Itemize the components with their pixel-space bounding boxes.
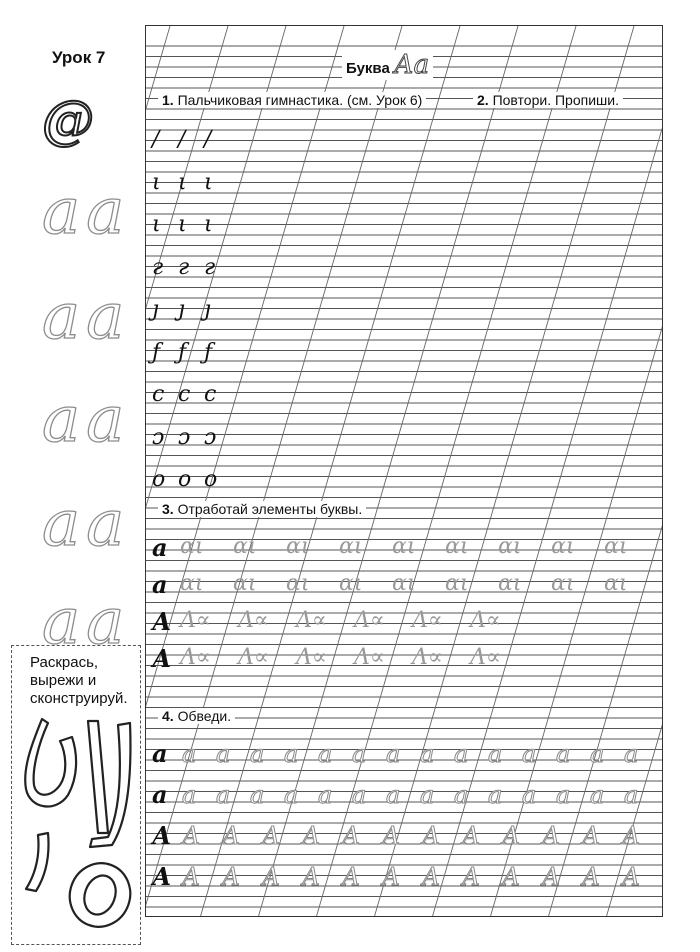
trace-letter: А: [622, 863, 641, 891]
trace-letter: а: [624, 740, 639, 768]
element-pattern: Λ∝: [412, 645, 443, 670]
element-pattern: ɑι: [551, 571, 575, 596]
trace-letter: А: [622, 822, 641, 850]
trace-letter: а: [352, 740, 367, 768]
element-pattern: ɑι: [445, 534, 469, 559]
element-pattern: ɑι: [392, 534, 416, 559]
trace-letter: а: [250, 740, 265, 768]
trace-letter: А: [582, 822, 601, 850]
stroke-glyph: ȷ: [152, 297, 159, 322]
trace-letter: А: [502, 863, 521, 891]
trace-letter: а: [318, 740, 333, 768]
trace-letter: А: [422, 863, 441, 891]
stroke-glyph: г: [178, 254, 190, 280]
trace-letter: А: [222, 863, 241, 891]
element-pattern: ɑι: [604, 571, 628, 596]
element-pattern: ɑι: [233, 534, 257, 559]
trace-letter: а: [488, 740, 503, 768]
trace-letter: А: [542, 822, 561, 850]
trace-letter: А: [262, 863, 281, 891]
element-pattern: ɑι: [233, 571, 257, 596]
element-pattern: Λ∝: [238, 645, 269, 670]
trace-letter: А: [382, 822, 401, 850]
trace-letter: А: [342, 863, 361, 891]
trace-letter: А: [382, 863, 401, 891]
trace-letter: а: [522, 740, 537, 768]
element-pattern: ɑι: [392, 571, 416, 596]
trace-row-lead-letter: А: [152, 821, 172, 850]
trace-letter: а: [556, 781, 571, 809]
trace-letter: а: [488, 781, 503, 809]
element-pattern: ɑι: [498, 534, 522, 559]
side-sample-2: аа: [42, 280, 131, 354]
side-sample-1: аа: [42, 175, 131, 249]
stroke-glyph: ι: [204, 169, 213, 195]
stroke-glyph: ɔ: [178, 424, 191, 450]
trace-letter: а: [216, 740, 231, 768]
element-pattern: ɑι: [180, 534, 204, 559]
stroke-glyph: ƒ: [204, 339, 213, 365]
trace-letter: А: [302, 863, 321, 891]
trace-letter: а: [182, 781, 197, 809]
stroke-glyph: /: [204, 127, 212, 152]
trace-letter: А: [342, 822, 361, 850]
trace-letter: А: [422, 822, 441, 850]
trace-letter: а: [318, 781, 333, 809]
trace-letter: А: [582, 863, 601, 891]
stroke-glyph: ȷ: [178, 297, 185, 322]
trace-letter: а: [454, 740, 469, 768]
stroke-glyph: ƒ: [152, 339, 161, 365]
trace-letter: А: [182, 863, 201, 891]
lesson-number: Урок 7: [52, 48, 106, 67]
cut-out-instructions: Раскрась, вырежи и сконструируй.: [30, 654, 128, 707]
element-pattern: Λ∝: [470, 645, 501, 670]
stroke-glyph: ƒ: [178, 339, 187, 365]
piece-straight-stroke: [88, 721, 108, 833]
side-sample-5: аа: [42, 585, 131, 659]
trace-letter: а: [182, 740, 197, 768]
worksheet-sheet: [145, 25, 663, 917]
trace-letter: а: [624, 781, 639, 809]
element-row-lead-letter: А: [152, 607, 172, 636]
stroke-glyph: c: [152, 382, 165, 407]
piece-tail-stroke: [26, 833, 49, 891]
element-pattern: ɑι: [339, 571, 363, 596]
stroke-glyph: c: [204, 382, 217, 407]
stroke-glyph: c: [178, 382, 191, 407]
element-pattern: ɑι: [180, 571, 204, 596]
page-title: Буква Аа: [342, 50, 433, 80]
element-pattern: ɑι: [551, 534, 575, 559]
title-letters: Аа: [393, 50, 430, 80]
element-pattern: Λ∝: [470, 608, 501, 633]
side-sample-ornate: @: [42, 91, 100, 151]
side-sample-3: аа: [42, 383, 131, 457]
element-pattern: ɑι: [498, 571, 522, 596]
stroke-glyph: г: [152, 254, 164, 280]
element-row-lead-letter: А: [152, 644, 172, 673]
trace-letter: А: [462, 863, 481, 891]
trace-letter: А: [502, 822, 521, 850]
element-row-lead-letter: а: [152, 533, 168, 562]
stroke-glyph: ι: [204, 212, 213, 237]
trace-row-lead-letter: а: [152, 739, 168, 768]
trace-letter: а: [522, 781, 537, 809]
element-pattern: ɑι: [604, 534, 628, 559]
stroke-glyph: o: [178, 467, 192, 492]
element-pattern: Λ∝: [354, 645, 385, 670]
stroke-glyph: ɔ: [204, 424, 217, 450]
element-row-lead-letter: а: [152, 570, 168, 599]
trace-letter: а: [420, 740, 435, 768]
trace-letter: а: [590, 781, 605, 809]
section-1-header: 1. Пальчиковая гимнастика. (см. Урок 6): [158, 92, 426, 108]
trace-letter: А: [542, 863, 561, 891]
element-pattern: Λ∝: [354, 608, 385, 633]
stroke-glyph: o: [204, 467, 218, 492]
trace-row-lead-letter: А: [152, 862, 172, 891]
stroke-glyph: ȷ: [204, 297, 211, 322]
section-4-header: 4. Обведи.: [158, 708, 235, 724]
trace-letter: а: [590, 740, 605, 768]
element-pattern: Λ∝: [412, 608, 443, 633]
trace-letter: а: [386, 781, 401, 809]
trace-letter: а: [386, 740, 401, 768]
trace-letter: А: [222, 822, 241, 850]
trace-letter: а: [352, 781, 367, 809]
trace-letter: а: [556, 740, 571, 768]
stroke-glyph: г: [204, 254, 216, 280]
trace-letter: А: [262, 822, 281, 850]
stroke-glyph: /: [178, 127, 186, 152]
stroke-glyph: ι: [152, 169, 161, 195]
element-pattern: ɑι: [339, 534, 363, 559]
trace-letter: А: [182, 822, 201, 850]
piece-hook-shape: [25, 719, 76, 806]
element-pattern: Λ∝: [296, 645, 327, 670]
trace-letter: а: [250, 781, 265, 809]
trace-letter: а: [284, 781, 299, 809]
trace-letter: А: [302, 822, 321, 850]
stroke-glyph: ι: [178, 212, 187, 237]
element-pattern: ɑι: [286, 534, 310, 559]
element-pattern: Λ∝: [238, 608, 269, 633]
element-pattern: Λ∝: [180, 608, 211, 633]
trace-letter: а: [284, 740, 299, 768]
trace-letter: А: [462, 822, 481, 850]
stroke-glyph: ι: [178, 169, 187, 195]
section-2-header: 2. Повтори. Пропиши.: [473, 92, 623, 108]
element-pattern: ɑι: [286, 571, 310, 596]
section-3-header: 3. Отработай элементы буквы.: [158, 501, 366, 517]
stroke-glyph: o: [152, 467, 166, 492]
stroke-glyph: ι: [152, 212, 161, 237]
trace-row-lead-letter: а: [152, 780, 168, 809]
element-pattern: Λ∝: [296, 608, 327, 633]
side-sample-4: аа: [42, 487, 131, 561]
trace-letter: а: [454, 781, 469, 809]
cut-out-letter-pieces: [20, 715, 138, 940]
element-pattern: ɑι: [445, 571, 469, 596]
trace-letter: а: [216, 781, 231, 809]
element-pattern: Λ∝: [180, 645, 211, 670]
stroke-glyph: /: [152, 127, 160, 152]
trace-letter: а: [420, 781, 435, 809]
stroke-glyph: ɔ: [152, 424, 165, 450]
